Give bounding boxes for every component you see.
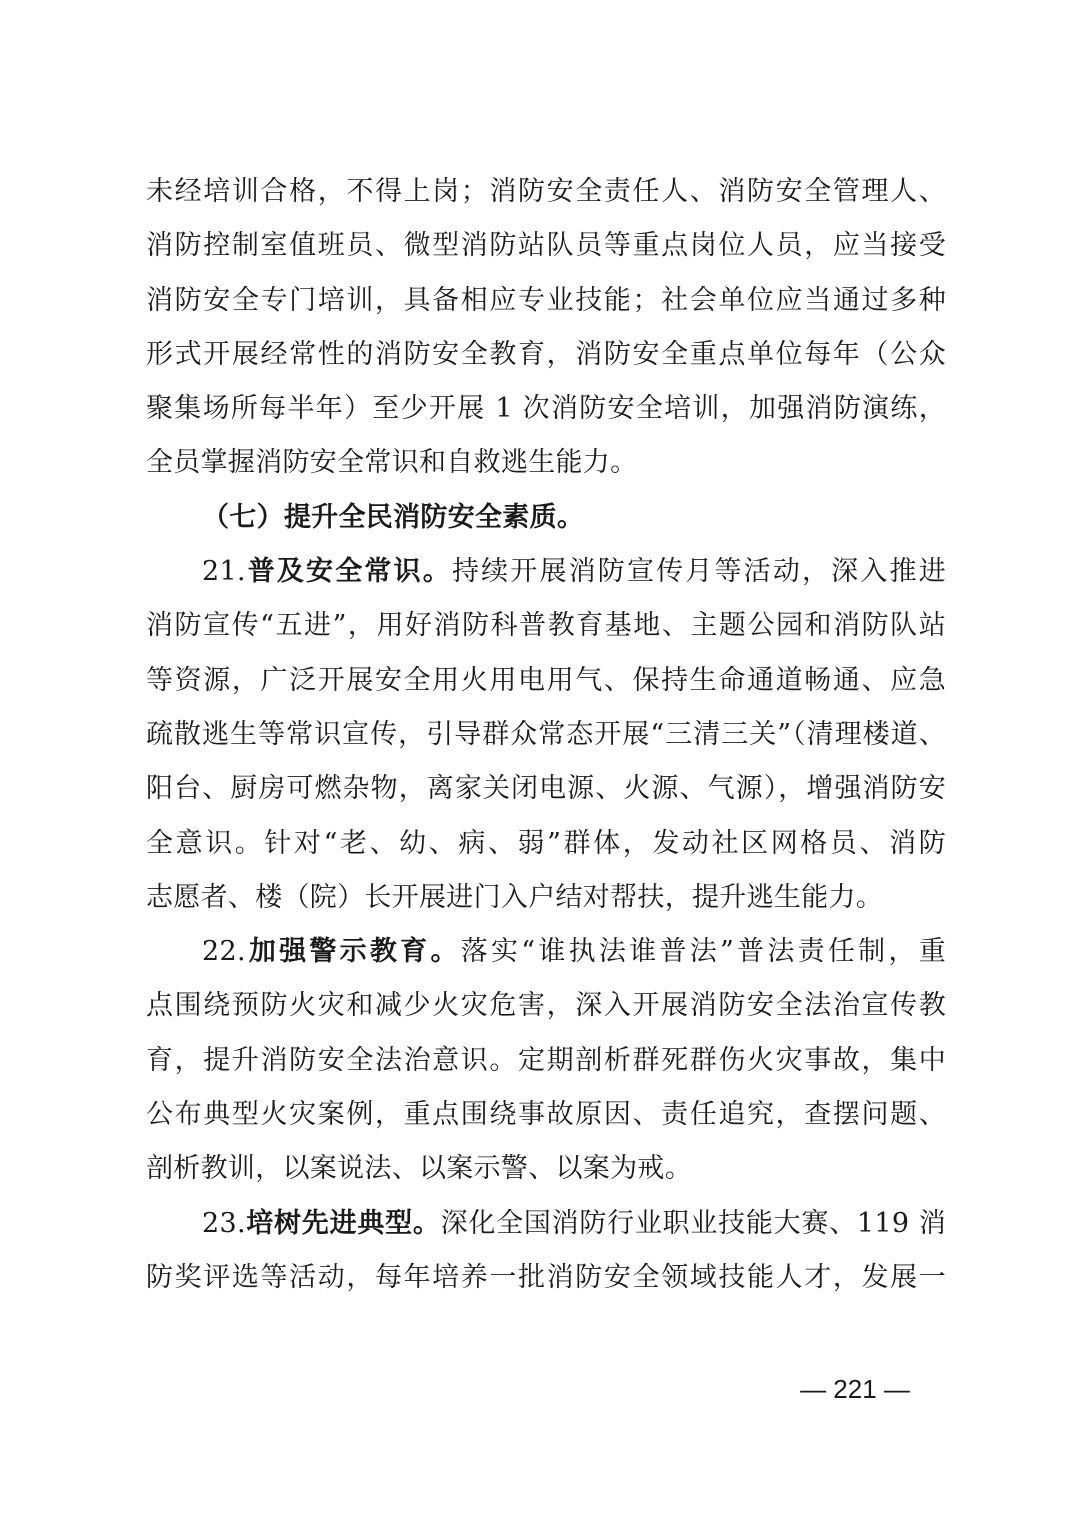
page-number: — 221 — [800, 1374, 910, 1404]
text-line: 公布典型火灾案例，重点围绕事故原因、责任追究，查摆问题、 [146, 1099, 946, 1131]
section-heading: （七）提升全民消防安全素质。 [202, 501, 585, 533]
text-line: 全员掌握消防安全常识和自救逃生能力。 [146, 447, 638, 479]
text-line: 疏散逃生等常识宣传，引导群众常态开展“三清三关”（清理楼道、 [146, 718, 946, 750]
item-text: 持续开展消防宣传月等活动，深入推进 [451, 556, 946, 588]
text-line: 育，提升消防安全法治意识。定期剖析群死群伤火灾事故，集中 [146, 1044, 946, 1076]
text-line: 消防宣传“五进”，用好消防科普教育基地、主题公园和消防队站 [146, 610, 946, 642]
item-number: 22. [202, 936, 246, 968]
text-line: 防奖评选等活动，每年培养一批消防安全领域技能人才，发展一 [146, 1261, 946, 1293]
text-line: 剖析教训，以案说法、以案示警、以案为戒。 [146, 1153, 692, 1185]
item-21-first-line [146, 545, 946, 599]
text-line: 阳台、厨房可燃杂物，离家关闭电源、火源、气源），增强消防安 [146, 773, 946, 805]
text-line: 点围绕预防火灾和减少火灾危害，深入开展消防安全法治宣传教 [146, 990, 946, 1022]
item-number: 21. [202, 556, 246, 588]
text-line: 消防控制室值班员、微型消防站队员等重点岗位人员，应当接受 [146, 230, 946, 262]
item-title: 培树先进典型。 [245, 1207, 441, 1239]
item-23-first-line [146, 1197, 946, 1251]
text-line: 志愿者、楼（院）长开展进门入户结对帮扶，提升逃生能力。 [146, 881, 884, 913]
text-line: 聚集场所每半年）至少开展 1 次消防安全培训，加强消防演练， [146, 393, 946, 425]
item-text: 落实“谁执法谁普法”普法责任制，重 [460, 936, 946, 968]
item-title: 加强警示教育。 [245, 936, 461, 968]
item-title: 普及安全常识。 [245, 556, 452, 588]
item-text: 深化全国消防行业职业技能大赛、119 消 [440, 1207, 946, 1239]
item-22-first-line [146, 925, 946, 979]
item-number: 23. [202, 1207, 246, 1239]
text-line: 消防安全专门培训，具备相应专业技能；社会单位应当通过多种 [146, 284, 946, 316]
text-line: 形式开展经常性的消防安全教育，消防安全重点单位每年（公众 [146, 338, 946, 370]
text-line: 等资源，广泛开展安全用火用电用气、保持生命通道畅通、应急 [146, 664, 946, 696]
text-line: 全意识。针对“老、幼、病、弱”群体，发动社区网格员、消防 [146, 827, 946, 859]
text-line: 未经培训合格，不得上岗；消防安全责任人、消防安全管理人、 [146, 176, 946, 207]
body-text [146, 165, 946, 1305]
